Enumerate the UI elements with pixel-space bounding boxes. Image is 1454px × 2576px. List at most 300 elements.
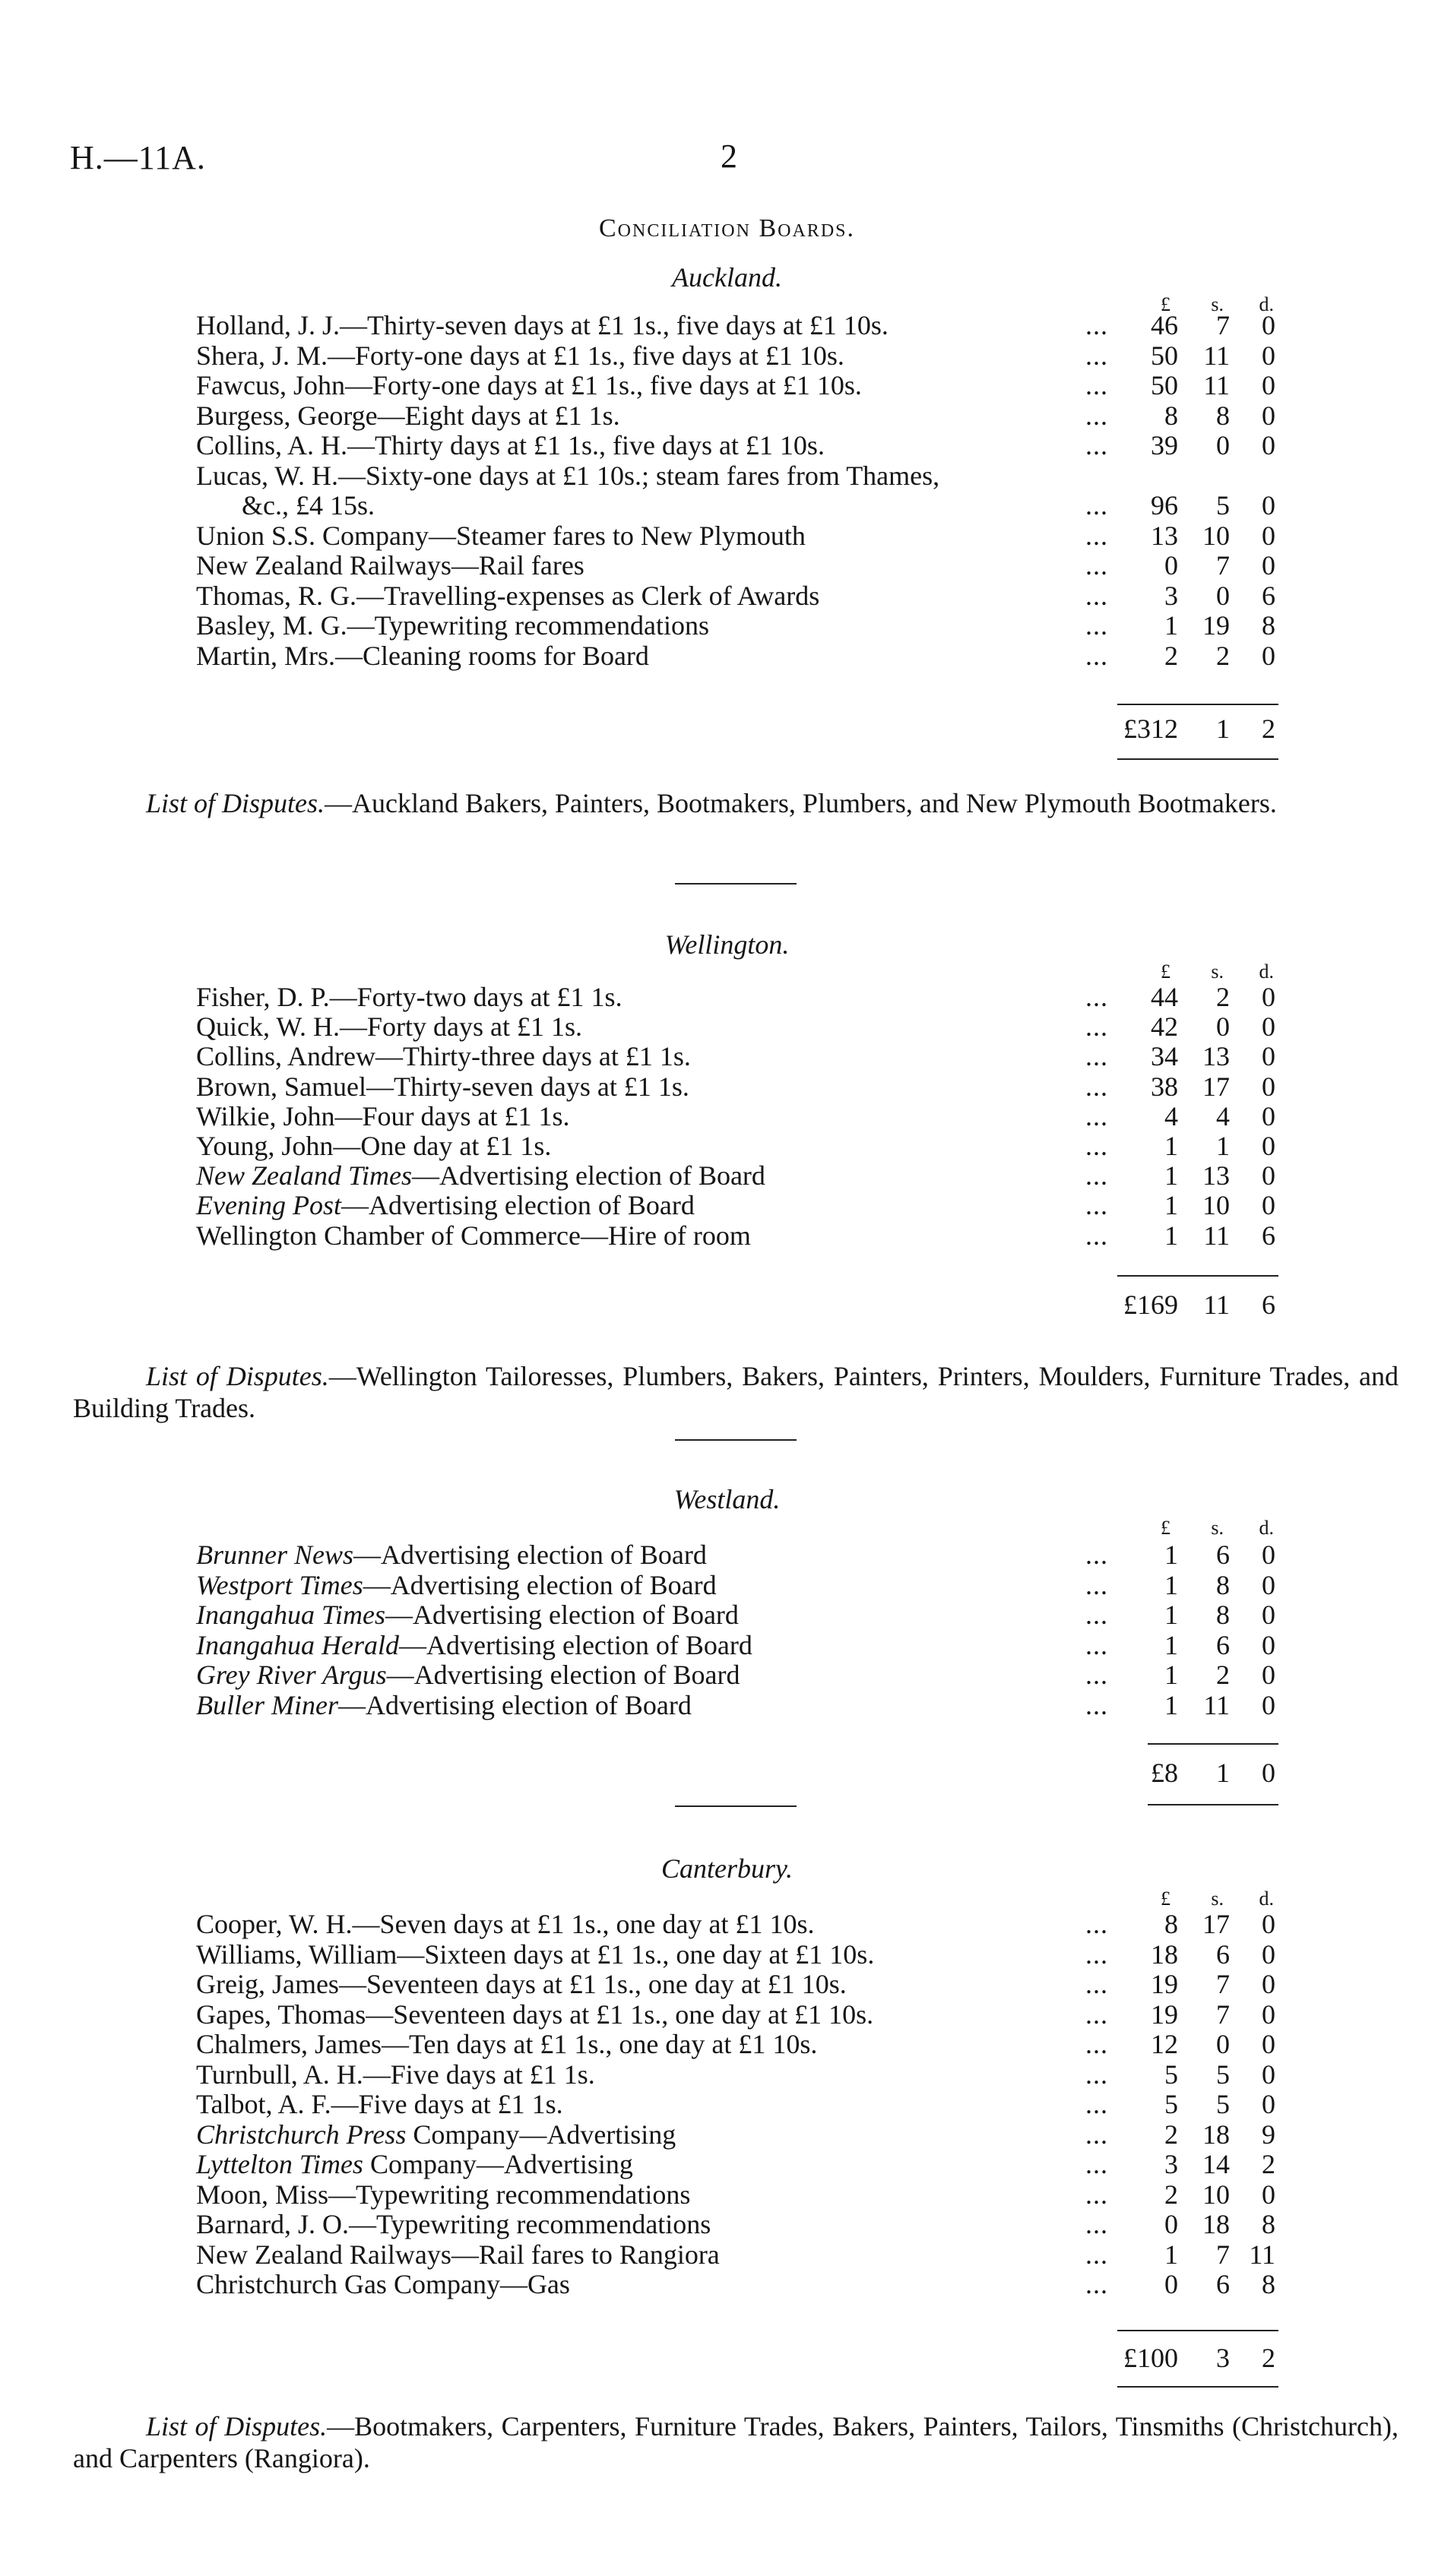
row-description [196, 400, 620, 431]
leader-dots: ... [1085, 2149, 1108, 2179]
amount-pounds: 50 [1151, 340, 1178, 371]
amount-shillings: 8 [1216, 400, 1230, 431]
amount-shillings: 10 [1202, 2179, 1230, 2210]
amount-pounds: 19 [1151, 1998, 1178, 2030]
table-row [196, 1220, 1275, 1251]
amount-shillings: 5 [1216, 490, 1230, 521]
amount-pounds: 1 [1164, 1220, 1178, 1251]
table-row [196, 2209, 1275, 2239]
row-text: Union S.S. Company—Steamer fares to New Plymouth [196, 520, 806, 551]
disputes-text: —Bootmakers, Carpenters, Furniture Trades, Bakers, Painters, Tailors, Tinsmiths (Christchurch), and Carpenters (Rangiora). [73, 2411, 1399, 2473]
row-description [196, 1939, 874, 1970]
leader-dots: ... [1085, 1660, 1108, 1690]
leader-dots: ... [1085, 1569, 1108, 1600]
row-description [196, 1540, 707, 1570]
table-row [196, 550, 1275, 581]
amount-pence: 0 [1262, 1998, 1275, 2030]
row-description [196, 2059, 595, 2090]
table-row [196, 2269, 1275, 2299]
amount-pence: 0 [1262, 520, 1275, 551]
table-row [196, 2239, 1275, 2270]
canterbury-total-rule-bottom [1117, 2386, 1278, 2388]
amount-pounds: 5 [1164, 2089, 1178, 2119]
amount-shillings: 11 [1203, 340, 1230, 371]
col-shillings: s. [1211, 1888, 1224, 1910]
row-description [196, 982, 622, 1012]
leader-dots: ... [1085, 1131, 1108, 1161]
table-row [196, 982, 1275, 1012]
publication-name: Brunner News [196, 1540, 353, 1570]
row-description [196, 340, 844, 371]
amount-shillings: 5 [1216, 2089, 1230, 2119]
table-row [196, 1939, 1275, 1970]
row-text: —Advertising election of Board [363, 1569, 717, 1600]
publication-name: Westport Times [196, 1569, 363, 1600]
amount-pounds: 1 [1164, 1131, 1178, 1161]
row-description [196, 2209, 711, 2239]
amount-pounds: 38 [1151, 1071, 1178, 1102]
auckland-total-rule-bottom [1117, 758, 1278, 760]
table-row [196, 2089, 1275, 2119]
amount-shillings: 17 [1202, 1071, 1230, 1102]
page-number: 2 [721, 138, 737, 175]
amount-pence: 6 [1262, 580, 1275, 611]
row-text: Quick, W. H.—Forty days at £1 1s. [196, 1011, 582, 1043]
westland-total-pounds: £8 [1151, 1758, 1178, 1788]
row-text: Holland, J. J.—Thirty-seven days at £1 1s., five days at £1 10s. [196, 310, 889, 340]
leader-dots: ... [1085, 1220, 1108, 1251]
row-description [196, 641, 649, 671]
row-description [196, 430, 825, 460]
row-text: Chalmers, James—Ten days at £1 1s., one day at £1 10s. [196, 2029, 818, 2059]
amount-pence: 0 [1262, 640, 1275, 671]
amount-pounds: 5 [1164, 2059, 1178, 2090]
row-description [196, 1190, 695, 1220]
row-text: Turnbull, A. H.—Five days at £1 1s. [196, 2059, 595, 2090]
leader-dots: ... [1085, 1540, 1108, 1570]
amount-pence: 0 [1262, 1540, 1275, 1570]
amount-pence: 6 [1262, 1220, 1275, 1251]
amount-pence: 0 [1262, 1909, 1275, 1939]
amount-pounds: 96 [1151, 490, 1178, 521]
amount-pence: 0 [1262, 1569, 1275, 1600]
table-row [196, 1969, 1275, 1999]
row-description [196, 2179, 690, 2210]
row-text: Burgess, George—Eight days at £1 1s. [196, 400, 620, 431]
westland-total-pence: 0 [1262, 1758, 1275, 1788]
row-text: Fawcus, John—Forty-one days at £1 1s., five days at £1 10s. [196, 370, 862, 400]
amount-pounds: 13 [1151, 520, 1178, 551]
table-row [196, 610, 1275, 641]
leader-dots: ... [1085, 1629, 1108, 1660]
leader-dots: ... [1085, 2059, 1108, 2090]
amount-pence: 0 [1262, 1600, 1275, 1630]
leader-dots: ... [1085, 2209, 1108, 2239]
amount-pounds: 8 [1164, 1909, 1178, 1939]
amount-pounds: 1 [1164, 1660, 1178, 1690]
amount-shillings: 19 [1202, 610, 1230, 641]
table-row [196, 1690, 1275, 1720]
publication-name: Grey River Argus [196, 1660, 387, 1690]
amount-pence: 0 [1262, 2089, 1275, 2119]
amount-pence: 0 [1262, 2179, 1275, 2210]
row-description [196, 1071, 689, 1102]
amount-shillings: 11 [1203, 1689, 1230, 1720]
amount-shillings: 11 [1203, 1220, 1230, 1251]
col-pounds: £ [1161, 293, 1170, 315]
row-description [196, 1131, 551, 1161]
leader-dots: ... [1085, 370, 1108, 400]
amount-pence: 0 [1262, 1160, 1275, 1191]
row-text: Collins, Andrew—Thirty-three days at £1 1s. [196, 1041, 691, 1072]
leader-dots: ... [1085, 1190, 1108, 1221]
amount-pounds: 46 [1151, 310, 1178, 340]
table-row [196, 460, 1275, 491]
leader-dots: ... [1085, 1160, 1108, 1191]
section-heading-wellington: Wellington. [664, 929, 790, 960]
publication-name: Lyttelton Times [196, 2149, 363, 2179]
amount-shillings: 8 [1216, 1569, 1230, 1600]
amount-pence: 9 [1262, 2119, 1275, 2150]
wellington-total-rule-top [1117, 1275, 1278, 1277]
row-text: —Advertising election of Board [353, 1540, 707, 1570]
wellington-total-pence: 6 [1262, 1290, 1275, 1320]
amount-pounds: 1 [1164, 1689, 1178, 1720]
col-shillings: s. [1211, 960, 1224, 983]
amount-shillings: 7 [1216, 550, 1230, 581]
row-text: Martin, Mrs.—Cleaning rooms for Board [196, 640, 649, 671]
amount-shillings: 11 [1203, 370, 1230, 400]
amount-pence: 0 [1262, 490, 1275, 521]
publication-name: Inangahua Herald [196, 1629, 399, 1660]
row-description [196, 521, 806, 551]
row-text: —Advertising election of Board [337, 1689, 692, 1720]
leader-dots: ... [1085, 2239, 1108, 2270]
table-row [196, 1071, 1275, 1102]
amount-pence: 0 [1262, 430, 1275, 460]
disputes-label: List of Disputes. [146, 1361, 329, 1391]
col-pence: d. [1259, 960, 1274, 983]
table-row [196, 1540, 1275, 1570]
amount-shillings: 0 [1216, 1011, 1230, 1043]
leader-dots: ... [1085, 640, 1108, 671]
amount-shillings: 8 [1216, 1600, 1230, 1630]
table-row [196, 1041, 1275, 1071]
table-row [196, 1660, 1275, 1690]
row-text: Basley, M. G.—Typewriting recommendations [196, 610, 710, 641]
table-row [196, 2179, 1275, 2210]
amount-pence: 0 [1262, 2059, 1275, 2090]
amount-shillings: 0 [1216, 580, 1230, 611]
leader-dots: ... [1085, 2179, 1108, 2210]
amount-shillings: 6 [1216, 1540, 1230, 1570]
amount-pounds: 8 [1164, 400, 1178, 431]
leader-dots: ... [1085, 580, 1108, 611]
leader-dots: ... [1085, 2089, 1108, 2119]
amount-shillings: 13 [1202, 1160, 1230, 1191]
leader-dots: ... [1085, 1689, 1108, 1720]
amount-shillings: 2 [1216, 982, 1230, 1012]
row-description [196, 370, 862, 400]
row-description [196, 1570, 717, 1600]
row-description [196, 1690, 692, 1720]
amount-shillings: 6 [1216, 2269, 1230, 2299]
auckland-total-shillings: 1 [1216, 714, 1230, 744]
auckland-total-pounds: £312 [1123, 714, 1178, 744]
row-description [196, 2269, 570, 2299]
row-text: Company—Advertising [363, 2149, 633, 2179]
leader-dots: ... [1085, 1071, 1108, 1102]
amount-pounds: 1 [1164, 610, 1178, 641]
amount-pence: 0 [1262, 1938, 1275, 1970]
publication-name: Christchurch Press [196, 2119, 407, 2150]
amount-pounds: 2 [1164, 2119, 1178, 2150]
leader-dots: ... [1085, 2119, 1108, 2150]
amount-pence: 0 [1262, 1190, 1275, 1221]
amount-pounds: 0 [1164, 2269, 1178, 2299]
page-title: Conciliation Boards. [598, 214, 855, 242]
section-heading-auckland: Auckland. [672, 262, 782, 293]
amount-pounds: 18 [1151, 1938, 1178, 1970]
publication-name: Inangahua Times [196, 1600, 386, 1630]
table-row [196, 1101, 1275, 1131]
amount-pence: 0 [1262, 1011, 1275, 1043]
row-text: Talbot, A. F.—Five days at £1 1s. [196, 2089, 563, 2119]
leader-dots: ... [1085, 982, 1108, 1012]
table-row [196, 1011, 1275, 1042]
leader-dots: ... [1085, 1938, 1108, 1970]
amount-shillings: 17 [1202, 1909, 1230, 1939]
leader-dots: ... [1085, 400, 1108, 431]
amount-pounds: 1 [1164, 1540, 1178, 1570]
table-row [196, 641, 1275, 671]
publication-name: Buller Miner [196, 1689, 338, 1720]
amount-shillings: 7 [1216, 2239, 1230, 2270]
disputes-text: —Auckland Bakers, Painters, Bootmakers, Plumbers, and New Plymouth Bootmakers. [325, 788, 1277, 818]
row-text: Gapes, Thomas—Seventeen days at £1 1s., one day at £1 10s. [196, 1998, 874, 2030]
report-code: H.—11A. [70, 139, 206, 176]
col-pence: d. [1259, 1517, 1274, 1539]
col-shillings: s. [1211, 1517, 1224, 1539]
row-text: New Zealand Railways—Rail fares [196, 550, 584, 581]
table-row [196, 1131, 1275, 1161]
amount-pence: 2 [1262, 2149, 1275, 2179]
publication-name: Evening Post [196, 1190, 341, 1221]
row-text: New Zealand Railways—Rail fares to Rangiora [196, 2239, 720, 2270]
amount-pounds: 44 [1151, 982, 1178, 1012]
leader-dots: ... [1085, 1011, 1108, 1043]
amount-pence: 8 [1262, 610, 1275, 641]
leader-dots: ... [1085, 490, 1108, 521]
amount-pounds: 42 [1151, 1011, 1178, 1043]
amount-pence: 8 [1262, 2209, 1275, 2239]
leader-dots: ... [1085, 2269, 1108, 2299]
row-text: Lucas, W. H.—Sixty-one days at £1 10s.; steam fares from Thames, [196, 460, 940, 491]
amount-pence: 0 [1262, 1689, 1275, 1720]
table-row [196, 2059, 1275, 2090]
amount-pence: 11 [1249, 2239, 1275, 2270]
leader-dots: ... [1085, 1600, 1108, 1630]
amount-shillings: 13 [1202, 1041, 1230, 1072]
row-description [196, 1101, 570, 1131]
row-text: &c., £4 15s. [242, 490, 375, 521]
amount-shillings: 18 [1202, 2209, 1230, 2239]
auckland-disputes [73, 787, 1399, 819]
row-text: Christchurch Gas Company—Gas [196, 2269, 570, 2299]
row-description [196, 1600, 739, 1630]
leader-dots: ... [1085, 430, 1108, 460]
row-description [196, 1630, 752, 1660]
amount-pounds: 2 [1164, 2179, 1178, 2210]
leader-dots: ... [1085, 1100, 1108, 1131]
disputes-text: —Wellington Tailoresses, Plumbers, Bakers, Painters, Printers, Moulders, Furniture Trades, and Building Trades. [73, 1361, 1399, 1423]
table-row [196, 2029, 1275, 2059]
publication-name: New Zealand Times [196, 1160, 413, 1191]
col-pence: d. [1259, 293, 1274, 315]
amount-pounds: 1 [1164, 1569, 1178, 1600]
row-text: Moon, Miss—Typewriting recommendations [196, 2179, 691, 2210]
wellington-total-pounds: £169 [1123, 1290, 1178, 1320]
row-text: Fisher, D. P.—Forty-two days at £1 1s. [196, 982, 622, 1012]
amount-pounds: 50 [1151, 370, 1178, 400]
amount-pence: 0 [1262, 1660, 1275, 1690]
amount-shillings: 0 [1216, 2029, 1230, 2059]
amount-shillings: 10 [1202, 520, 1230, 551]
amount-pence: 0 [1262, 1131, 1275, 1161]
leader-dots: ... [1085, 2029, 1108, 2059]
amount-pence: 0 [1262, 1100, 1275, 1131]
table-row [196, 1909, 1275, 1939]
amount-shillings: 6 [1216, 1629, 1230, 1660]
row-description [196, 460, 939, 491]
row-text: Williams, William—Sixteen days at £1 1s., one day at £1 10s. [196, 1938, 875, 1970]
row-description [196, 610, 709, 641]
table-row [196, 430, 1275, 460]
amount-shillings: 4 [1216, 1100, 1230, 1131]
amount-pounds: 1 [1164, 1160, 1178, 1191]
row-description [196, 2089, 563, 2119]
table-row [196, 340, 1275, 371]
row-description [196, 1660, 740, 1690]
row-text: Wellington Chamber of Commerce—Hire of room [196, 1220, 751, 1251]
table-row [196, 521, 1275, 551]
amount-shillings: 7 [1216, 1969, 1230, 1999]
row-description [196, 550, 584, 581]
row-text: —Advertising election of Board [412, 1160, 765, 1191]
leader-dots: ... [1085, 340, 1108, 371]
table-row [196, 490, 1275, 521]
row-description [196, 2149, 633, 2179]
row-description [196, 2029, 817, 2059]
row-text: Thomas, R. G.—Travelling-expenses as Clerk of Awards [196, 580, 820, 611]
table-row [196, 400, 1275, 431]
canterbury-total-rule-top [1117, 2330, 1278, 2331]
leader-dots: ... [1085, 520, 1108, 551]
row-text: —Advertising election of Board [398, 1629, 752, 1660]
amount-pence: 0 [1262, 1041, 1275, 1072]
amount-shillings: 2 [1216, 1660, 1230, 1690]
row-description [196, 1011, 582, 1042]
auckland-total-rule-top [1117, 704, 1278, 705]
amount-pounds: 34 [1151, 1041, 1178, 1072]
wellington-disputes [73, 1360, 1399, 1424]
leader-dots: ... [1085, 1969, 1108, 1999]
amount-pounds: 19 [1151, 1969, 1178, 1999]
section-heading-westland: Westland. [673, 1484, 781, 1514]
leader-dots: ... [1085, 1909, 1108, 1939]
westland-total-rule-top [1148, 1743, 1278, 1745]
row-description [196, 2239, 720, 2270]
row-description [242, 490, 375, 521]
amount-pounds: 1 [1164, 1600, 1178, 1630]
table-row [196, 581, 1275, 611]
col-pence: d. [1259, 1888, 1274, 1910]
row-description [196, 1220, 751, 1251]
row-text: Company—Advertising [406, 2119, 676, 2150]
leader-dots: ... [1085, 1998, 1108, 2030]
table-row [196, 1160, 1275, 1191]
amount-pence: 0 [1262, 982, 1275, 1012]
section-divider [675, 1439, 797, 1441]
wellington-total-shillings: 11 [1203, 1290, 1230, 1320]
section-divider [675, 1805, 797, 1807]
amount-shillings: 0 [1216, 430, 1230, 460]
amount-pence: 0 [1262, 1629, 1275, 1660]
amount-pence: 8 [1262, 2269, 1275, 2299]
amount-shillings: 1 [1216, 1131, 1230, 1161]
row-text: Cooper, W. H.—Seven days at £1 1s., one day at £1 10s. [196, 1909, 815, 1939]
row-text: Brown, Samuel—Thirty-seven days at £1 1s. [196, 1071, 689, 1102]
row-text: Collins, A. H.—Thirty days at £1 1s., five days at £1 10s. [196, 430, 825, 460]
amount-pounds: 4 [1164, 1100, 1178, 1131]
amount-shillings: 10 [1202, 1190, 1230, 1221]
canterbury-total-pence: 2 [1262, 2343, 1275, 2373]
amount-pence: 0 [1262, 400, 1275, 431]
amount-pounds: 12 [1151, 2029, 1178, 2059]
leader-dots: ... [1085, 610, 1108, 641]
row-text: Young, John—One day at £1 1s. [196, 1131, 552, 1161]
amount-pounds: 0 [1164, 550, 1178, 581]
disputes-label: List of Disputes. [146, 788, 325, 818]
col-pounds: £ [1161, 960, 1170, 983]
amount-pounds: 2 [1164, 640, 1178, 671]
row-text: Barnard, J. O.—Typewriting recommendations [196, 2209, 711, 2239]
row-description [196, 2119, 676, 2150]
table-row [196, 1570, 1275, 1600]
amount-pounds: 3 [1164, 580, 1178, 611]
amount-pounds: 1 [1164, 1190, 1178, 1221]
canterbury-disputes [73, 2410, 1399, 2474]
amount-pence: 0 [1262, 1969, 1275, 1999]
table-row [196, 370, 1275, 400]
amount-pounds: 1 [1164, 1629, 1178, 1660]
amount-pence: 0 [1262, 1071, 1275, 1102]
table-row [196, 1190, 1275, 1220]
westland-total-rule-bottom [1148, 1804, 1278, 1805]
canterbury-total-shillings: 3 [1216, 2343, 1230, 2373]
amount-shillings: 18 [1202, 2119, 1230, 2150]
amount-pence: 0 [1262, 310, 1275, 340]
row-text: Wilkie, John—Four days at £1 1s. [196, 1100, 570, 1131]
amount-shillings: 6 [1216, 1938, 1230, 1970]
amount-pence: 0 [1262, 370, 1275, 400]
amount-pence: 0 [1262, 550, 1275, 581]
table-row [196, 1999, 1275, 2030]
amount-shillings: 2 [1216, 640, 1230, 671]
row-description [196, 1160, 765, 1191]
table-row [196, 310, 1275, 340]
amount-pounds: 0 [1164, 2209, 1178, 2239]
